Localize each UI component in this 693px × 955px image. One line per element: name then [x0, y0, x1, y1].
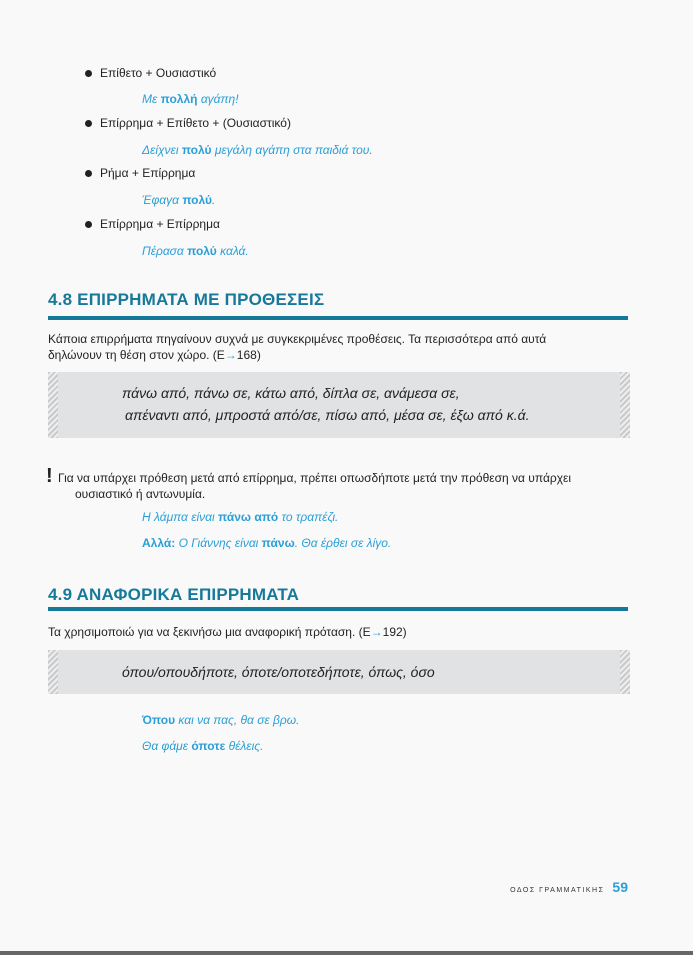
hatch-decoration: [620, 372, 630, 438]
section-paragraph: [48, 624, 407, 640]
bullet-label: Ρήμα + Επίρρημα: [100, 166, 196, 180]
arrow-right-icon: →: [370, 625, 383, 639]
example-text: Ο Γιάννης είναι: [175, 536, 262, 550]
paragraph-text: δηλώνουν τη θέση στον χώρο. (Ε: [48, 348, 225, 362]
example-sentence: [142, 713, 299, 728]
example-text: .: [211, 193, 216, 207]
emphasized-word: πολύ: [181, 143, 212, 157]
hatch-decoration: [48, 372, 58, 438]
box-line: πάνω από, πάνω σε, κάτω από, δίπλα σε, ανάμεσα σε,: [122, 385, 460, 401]
example-text: αγάπη!: [197, 92, 239, 106]
section-heading-4-9: 4.9 ΑΝΑΦΟΡΙΚΑ ΕΠΙΡΡΗΜΑΤΑ: [48, 585, 300, 604]
relative-adverbs-box: [48, 650, 630, 694]
bullet-icon: [85, 120, 92, 127]
exclamation-icon: !: [46, 465, 53, 487]
example-sentence: [142, 739, 263, 754]
bullet-label: Επίθετο + Ουσιαστικό: [100, 66, 217, 80]
bullet-icon: [85, 221, 92, 228]
bullet-label: Επίρρημα + Επίθετο + (Ουσιαστικό): [100, 116, 291, 130]
example-text: Πέρασα: [142, 244, 188, 258]
example-text: θέλεις.: [225, 739, 264, 753]
cross-reference: 192): [382, 625, 407, 639]
example-sentence: [142, 244, 249, 259]
emphasized-word: Όπου: [142, 713, 176, 727]
emphasized-word: πάνω από: [217, 510, 279, 524]
example-text: . Θα έρθει σε λίγο.: [294, 536, 392, 550]
page-number: 59: [612, 879, 628, 895]
emphasized-word: πολύ: [182, 193, 212, 207]
bullet-icon: [85, 70, 92, 77]
bullet-icon: [85, 170, 92, 177]
page-bottom-border: [0, 951, 693, 955]
cross-reference: 168): [236, 348, 261, 362]
emphasized-word: πολλή: [160, 92, 198, 106]
section-paragraph: [48, 331, 546, 363]
example-text: και να πας, θα σε βρω.: [175, 713, 300, 727]
example-text: το τραπέζι.: [278, 510, 339, 524]
example-sentence: [142, 510, 338, 525]
paragraph-line: [48, 347, 546, 363]
example-text: καλά.: [216, 244, 249, 258]
prepositions-box: [48, 372, 630, 438]
section-heading-4-8: 4.8 ΕΠΙΡΡΗΜΑΤΑ ΜΕ ΠΡΟΘΕΣΕΙΣ: [48, 290, 325, 309]
example-sentence: [142, 92, 239, 107]
bullet-label: Επίρρημα + Επίρρημα: [100, 217, 220, 231]
heading-underline: [48, 316, 628, 320]
example-text: Θα φάμε: [142, 739, 192, 753]
emphasized-word: πάνω: [261, 536, 295, 550]
example-text: Η λάμπα είναι: [142, 510, 218, 524]
example-text: Έφαγα: [142, 193, 183, 207]
example-text: Με: [142, 92, 161, 106]
example-sentence: [142, 143, 373, 158]
note-line: ουσιαστικό ή αντωνυμία.: [75, 487, 206, 501]
emphasized-word: όποτε: [191, 739, 226, 753]
hatch-decoration: [620, 650, 630, 694]
hatch-decoration: [48, 650, 58, 694]
example-text: Δείχνει: [142, 143, 182, 157]
emphasized-word: πολύ: [187, 244, 217, 258]
book-title: ΟΔΟΣ ΓΡΑΜΜΑΤΙΚΗΣ: [510, 887, 605, 894]
emphasized-word: Αλλά:: [142, 536, 176, 550]
arrow-right-icon: →: [224, 348, 237, 362]
example-sentence: [142, 536, 391, 551]
example-text: μεγάλη αγάπη στα παιδιά του.: [211, 143, 373, 157]
box-line: όπου/οπουδήποτε, όποτε/οποτεδήποτε, όπως, όσο: [122, 664, 435, 680]
example-sentence: [142, 193, 215, 208]
box-line: απέναντι από, μπροστά από/σε, πίσω από, μέσα σε, έξω από κ.ά.: [125, 407, 530, 423]
note-line: Για να υπάρχει πρόθεση μετά από επίρρημα, πρέπει οπωσδήποτε μετά την πρόθεση να υπάρχει: [58, 471, 572, 485]
page-footer: [510, 879, 628, 895]
paragraph-text: Τα χρησιμοποιώ για να ξεκινήσω μια αναφορική πρόταση. (Ε: [48, 625, 371, 639]
paragraph-line: Κάποια επιρρήματα πηγαίνουν συχνά με συγκεκριμένες προθέσεις. Τα περισσότερα από αυτά: [48, 332, 547, 346]
heading-underline: [48, 607, 628, 611]
